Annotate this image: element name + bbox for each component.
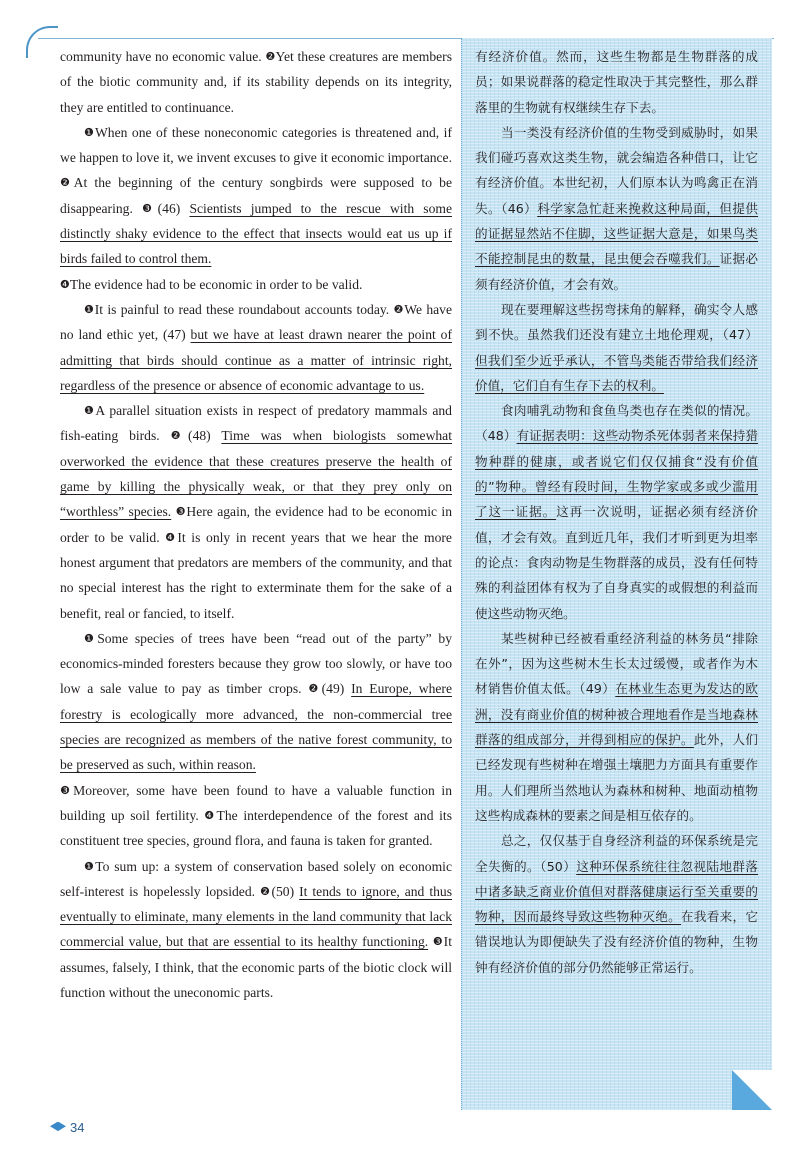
zh-text: 有经济价值。然而，这些生物都是生物群落的成员；如果说群落的稳定性取决于其完整性，那么群落里的生物就有权继续生存下去。 [475,49,758,115]
zh-translation-47: 但我们至少近乎承认，不管鸟类能否带给我们经济价值，它们自有生存下去的权利。 [475,352,758,393]
en-text: community have no economic value. [60,49,266,64]
zh-text: 食肉哺乳动物和食鱼鸟类也存在类似的情况。（48） [475,403,758,444]
question-number: We have no land ethic yet, (47) [60,301,453,343]
zh-paragraph-3 [475,297,758,398]
chinese-column [475,44,758,980]
zh-paragraph-1 [475,44,758,120]
question-number: (46) [157,200,190,216]
zh-paragraph-4 [475,398,758,626]
en-text: A parallel situation exists in respect of predatory mammals and fish-eating birds. [60,403,452,444]
sentence-number: ❸ [60,783,74,797]
sentence-number: ❶ [84,404,96,418]
translation-sentence-49: In Europe, where forestry is ecologically more advanced, the non-commercial tree species are recognized as members of the native forest community, to be preserved as such, within reason. [60,681,452,773]
zh-text: 在我看来，它错误地认为即便缺失了没有经济价值的物种，生物钟有经济价值的部分仍然能够正常运行。 [475,909,759,975]
question-number: (48) [188,428,222,444]
zh-text: 当一类没有经济价值的生物受到威胁时，如果我们碰巧喜欢这类生物，就会编造各种借口，让它有经济价值。本世纪初，人们原本认为鸣禽正在消失。（46） [475,124,758,216]
zh-text: 此外，人们已经发现有些树种在增强土壤肥力方面具有重要作用。人们理所当然地认为森林和树种、地面动植物这些构成森林的要素之间是相互依存的。 [475,732,759,823]
graduation-cap-icon [50,1122,66,1134]
en-paragraph-3 [60,297,452,398]
sentence-number: ❷ [308,682,322,696]
sentence-number: ❷ [260,884,272,898]
page-footer [50,1120,84,1135]
zh-translation-46: 科学家急忙赶来挽救这种局面，但提供的证据显然站不住脚，这些证据大意是，如果鸟类不能控制昆虫的数量，昆虫便会吞噬我们。 [475,200,758,267]
sentence-number: ❸ [142,201,158,215]
zh-text: 现在要理解这些拐弯抹角的解释，确实令人感到不快。虽然我们还没有建立土地伦理观，（47） [475,301,758,343]
sentence-number: ❶ [84,859,96,873]
en-paragraph-2 [60,120,452,297]
sentence-number: ❶ [84,302,95,316]
sentence-number: ❷ [170,429,189,443]
zh-translation-48: 有证据表明：这些动物杀死体弱者来保持猎物种群的健康，或者说它们仅仅捕食“没有价值的”物种。曾经有段时间，生物学家或多或少滥用了这一证据。 [475,428,759,520]
sentence-number: ❶ [84,631,98,645]
sentence-number: ❹ [204,808,217,822]
translation-sentence-46: Scientists jumped to the rescue with some distinctly shaky evidence to the effect that insects would eat us up if birds failed to control them. [60,200,452,267]
en-text: Here again, the evidence had to be economic in order to be valid. [60,504,452,545]
zh-text: 证据必须有经济价值，才会有效。 [475,251,759,292]
zh-paragraph-2 [475,120,758,297]
sentence-number: ❹ [60,277,70,291]
en-text: The evidence had to be economic in order to be valid. [69,276,363,292]
zh-translation-49: 在林业生态更为发达的欧洲，没有商业价值的树种被合理地看作是当地森林群落的组成部分，并得到相应的保护。 [475,681,759,748]
sentence-number: ❷ [265,50,276,63]
translation-sentence-50: It tends to ignore, and thus eventually to eliminate, many elements in the land community that lack commercial value, but that are essential to its healthy functioning. [60,883,452,950]
en-text: Yet these creatures are members of the biotic community and, if its stability depends on its integrity, they are entitled to continuance. [60,49,452,115]
en-text: Moreover, some have been found to have a valuable function in building up soil fertility. [60,782,452,823]
sentence-number: ❸ [432,935,444,949]
en-text: It is painful to read these roundabout accounts today. [94,301,394,317]
en-paragraph-4 [60,398,452,626]
sentence-number: ❷ [60,176,74,190]
sentence-number: ❹ [165,530,178,544]
english-column [60,44,452,1005]
zh-paragraph-5 [475,626,758,828]
en-text: To sum up: a system of conservation based solely on economic self-interest is hopelessly lopsided. [60,858,452,899]
zh-text: 总之，仅仅基于自身经济利益的环保系统是完全失衡的。（50） [475,833,758,874]
translation-sentence-47: but we have at least drawn nearer the point of admitting that birds should continue as a matter of intrinsic right, regardless of the presence or absence of economic advantage to us. [60,327,452,393]
en-text: When one of these noneconomic categories is threatened and, if we happen to love it, we invent excuses to give it economic importance. [60,124,452,166]
en-paragraph-5 [60,626,452,854]
en-text: Some species of trees have been “read out of the party” by economics-minded foresters because they grow too slowly, or have too low a sale value to pay as timber crops. [60,630,452,697]
chinese-translation-panel [461,38,772,1110]
zh-text: 某些树种已经被看重经济利益的林务员“排除在外”，因为这些树木生长太过缓慢，或者作为木材销售价值太低。（49） [475,630,758,697]
en-paragraph-1 [60,44,452,120]
page-number: 34 [70,1120,85,1135]
zh-paragraph-6 [475,828,758,980]
question-number: (49) [321,681,352,697]
sentence-number: ❷ [393,302,405,316]
zh-text: 这再一次说明，证据必须有经济价值，才会有效。直到近几年，我们才听到更为坦率的论点：食肉动物是生物群落的成员，没有任何特殊的利益团体有权为了自身真实的或假想的利益而使这些动物灭绝。 [475,504,759,621]
sentence-number: ❶ [84,125,95,139]
translation-sentence-48: Time was when biologists somewhat overworked the evidence that these creatures preserve the health of game by killing the physically weak, or that they prey only on “worthless” species. [60,428,452,520]
sentence-number: ❸ [175,505,187,519]
question-number: (50) [271,883,300,899]
en-text: It is only in recent years that we hear the more honest argument that predators are members of the community, and that no special interest has the right to exterminate them for the sake of a benefit, real or fancied, to itself. [60,529,452,621]
en-paragraph-6 [60,854,452,1006]
page-curl [732,1070,772,1110]
en-text: It assumes, falsely, I think, that the economic parts of the biotic clock will function without the uneconomic parts. [60,934,452,1000]
zh-translation-50: 这种环保系统往往忽视陆地群落中诸多缺乏商业价值但对群落健康运行至关重要的物种，因而最终导致这些物种灭绝。 [475,858,758,925]
en-text: The interdependence of the forest and its constituent tree species, ground flora, and fauna is taken for granted. [60,807,452,849]
en-text: At the beginning of the century songbirds were supposed to be disappearing. [60,175,452,216]
